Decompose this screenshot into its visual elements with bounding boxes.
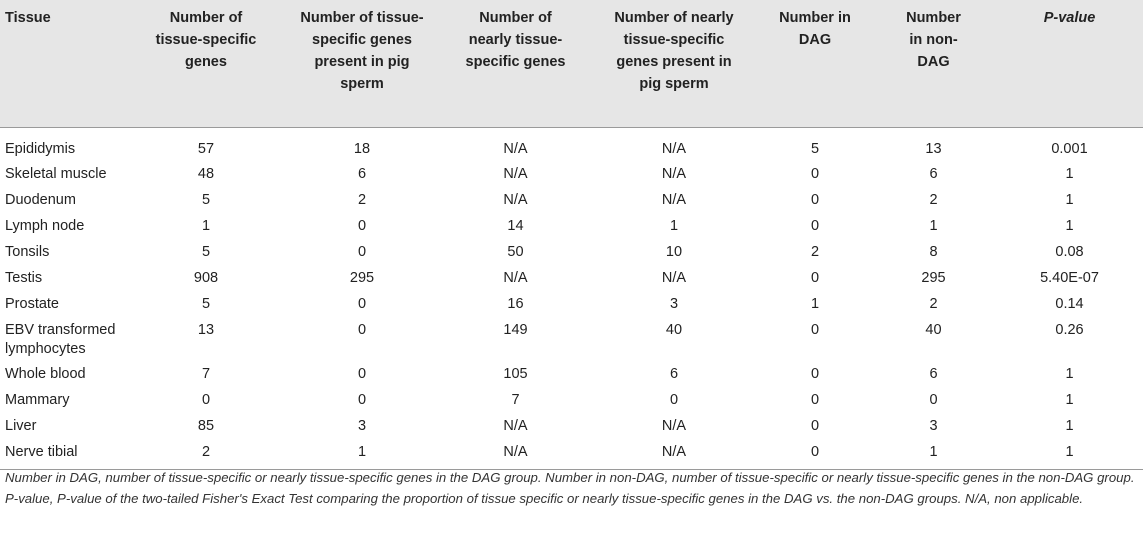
cell-tissue-specific-in-sperm: 2 xyxy=(357,192,367,208)
cell-nearly-specific-in-sperm: N/A xyxy=(661,418,687,434)
table-row xyxy=(0,387,1143,413)
header-number-in-non-dag: Number in non-DAG xyxy=(871,0,996,127)
cell-tissue-specific-in-sperm: 295 xyxy=(349,270,375,286)
cell-number-in-non-dag: 6 xyxy=(929,166,938,182)
table-row xyxy=(0,239,1143,265)
table-row xyxy=(0,361,1143,387)
table-header xyxy=(0,0,1143,127)
cell-nearly-specific-in-sperm: 10 xyxy=(665,244,683,260)
cell-tissue: Duodenum xyxy=(5,192,76,208)
cell-tissue-specific-genes: 85 xyxy=(197,418,215,434)
cell-nearly-specific-in-sperm: N/A xyxy=(661,192,687,208)
cell-nearly-specific-in-sperm: N/A xyxy=(661,140,687,157)
cell-tissue: Lymph node xyxy=(5,218,85,234)
header-tissue-specific-in-sperm: Number of tissue-specific genes present in pig sperm xyxy=(282,0,442,127)
cell-nearly-specific-genes: N/A xyxy=(503,192,528,208)
cell-nearly-specific-in-sperm: 0 xyxy=(669,392,679,408)
cell-number-in-non-dag: 1 xyxy=(871,439,996,469)
cell-tissue-specific-genes: 5 xyxy=(201,244,211,260)
cell-p-value: 1 xyxy=(1065,218,1074,234)
cell-p-value: 5.40E-07 xyxy=(1040,270,1099,286)
header-p-value-label: P-value xyxy=(1043,10,1096,26)
cell-tissue-specific-in-sperm: 0 xyxy=(357,296,367,312)
cell-nearly-specific-in-sperm: 6 xyxy=(669,366,679,382)
cell-number-in-non-dag: 1 xyxy=(929,218,938,234)
cell-number-in-non-dag: 8 xyxy=(929,244,938,260)
cell-nearly-specific-in-sperm: 1 xyxy=(669,218,679,234)
cell-tissue-specific-genes: 13 xyxy=(197,322,215,338)
cell-tissue-specific-genes: 5 xyxy=(201,192,211,208)
header-tissue-specific-genes: Number of tissue-specific genes xyxy=(130,0,282,127)
cell-tissue: Whole blood xyxy=(5,366,86,382)
cell-nearly-specific-genes: N/A xyxy=(503,140,528,157)
cell-nearly-specific-genes: 149 xyxy=(503,322,528,338)
cell-tissue-specific-genes: 5 xyxy=(201,296,211,312)
cell-tissue-specific-genes: 908 xyxy=(193,270,219,286)
cell-tissue: EBV transformed lymphocytes xyxy=(5,322,116,357)
cell-tissue-specific-genes: 57 xyxy=(197,140,215,157)
cell-number-in-non-dag: 6 xyxy=(929,366,938,382)
cell-p-value: 1 xyxy=(1065,366,1074,382)
cell-tissue: Tonsils xyxy=(5,244,50,260)
cell-nearly-specific-in-sperm: 3 xyxy=(669,296,679,312)
table-row xyxy=(0,161,1143,187)
cell-p-value: 1 xyxy=(1065,166,1074,182)
cell-nearly-specific-genes: 16 xyxy=(507,296,524,312)
cell-tissue-specific-in-sperm: 6 xyxy=(357,166,367,182)
cell-number-in-dag: 2 xyxy=(810,244,820,260)
cell-number-in-non-dag: 3 xyxy=(929,418,938,434)
cell-nearly-specific-genes: N/A xyxy=(503,418,528,434)
cell-nearly-specific-genes: N/A xyxy=(503,166,528,182)
cell-tissue: Testis xyxy=(5,270,43,286)
cell-p-value: 0.001 xyxy=(1051,140,1088,157)
cell-tissue-specific-in-sperm: 0 xyxy=(357,218,367,234)
cell-number-in-dag: 0 xyxy=(810,392,820,408)
header-number-in-dag: Number in DAG xyxy=(759,0,871,127)
cell-p-value: 0.26 xyxy=(1055,322,1084,338)
cell-tissue-specific-genes: 0 xyxy=(201,392,211,408)
table-body xyxy=(0,127,1143,469)
cell-tissue-specific-genes: 2 xyxy=(130,439,282,469)
cell-number-in-dag: 1 xyxy=(810,296,820,312)
cell-nearly-specific-in-sperm: N/A xyxy=(589,439,759,469)
cell-nearly-specific-genes: N/A xyxy=(503,270,528,286)
cell-tissue-specific-genes: 48 xyxy=(197,166,215,182)
cell-nearly-specific-genes: 105 xyxy=(503,366,528,382)
cell-tissue-specific-in-sperm: 0 xyxy=(357,366,367,382)
cell-number-in-dag: 0 xyxy=(759,439,871,469)
cell-tissue: Prostate xyxy=(5,296,59,312)
cell-p-value: 1 xyxy=(996,439,1143,469)
cell-number-in-non-dag: 40 xyxy=(925,322,942,338)
cell-number-in-dag: 5 xyxy=(810,140,820,157)
table-row xyxy=(0,317,1143,361)
cell-number-in-non-dag: 2 xyxy=(929,296,938,312)
cell-number-in-non-dag: 295 xyxy=(921,270,946,286)
cell-tissue: Skeletal muscle xyxy=(5,166,107,182)
cell-tissue: Nerve tibial xyxy=(0,439,130,469)
header-tissue: Tissue xyxy=(0,0,130,127)
cell-number-in-dag: 0 xyxy=(810,322,820,338)
table-row xyxy=(0,127,1143,161)
table-row xyxy=(0,413,1143,439)
cell-p-value: 1 xyxy=(1065,418,1074,434)
cell-nearly-specific-in-sperm: N/A xyxy=(661,166,687,182)
cell-nearly-specific-in-sperm: N/A xyxy=(661,270,687,286)
cell-p-value: 1 xyxy=(1065,392,1074,408)
table-row xyxy=(0,213,1143,239)
cell-tissue-specific-genes: 7 xyxy=(201,366,211,382)
table-footnote: Number in DAG, number of tissue-specific or nearly tissue-specific genes in the DAG group. Number in non-DAG, number of tissue-specific or nearly tissue-specific genes in the non-DAG group. P-value, P-value of the two-tailed Fisher's Exact Test comparing the proportion of tissue specific or nearly tissue-specific genes in the DAG vs. the non-DAG groups. N/A, non applicable. xyxy=(5,470,1135,506)
cell-nearly-specific-genes: 7 xyxy=(511,392,520,408)
cell-tissue-specific-in-sperm: 0 xyxy=(357,244,367,260)
header-nearly-specific-in-sperm: Number of nearly tissue-specific genes present in pig sperm xyxy=(589,0,759,127)
cell-p-value: 1 xyxy=(1065,192,1074,208)
cell-number-in-dag: 0 xyxy=(810,166,820,182)
cell-number-in-dag: 0 xyxy=(810,218,820,234)
cell-tissue: Mammary xyxy=(5,392,70,408)
cell-number-in-non-dag: 13 xyxy=(925,140,942,157)
header-p-value xyxy=(996,0,1143,127)
cell-number-in-dag: 0 xyxy=(810,192,820,208)
cell-tissue-specific-in-sperm: 18 xyxy=(353,140,371,157)
cell-nearly-specific-in-sperm: 40 xyxy=(665,322,683,338)
cell-p-value: 0.08 xyxy=(1055,244,1084,260)
cell-number-in-dag: 0 xyxy=(810,418,820,434)
table-row xyxy=(0,187,1143,213)
cell-tissue-specific-in-sperm: 1 xyxy=(282,439,442,469)
cell-number-in-dag: 0 xyxy=(810,270,820,286)
cell-number-in-dag: 0 xyxy=(810,366,820,382)
header-nearly-specific-genes: Number of nearly tissue-specific genes xyxy=(442,0,589,127)
cell-tissue: Liver xyxy=(5,418,37,434)
table-row xyxy=(0,291,1143,317)
cell-nearly-specific-genes: 50 xyxy=(507,244,524,260)
cell-nearly-specific-genes: N/A xyxy=(442,439,589,469)
cell-tissue: Epididymis xyxy=(5,140,76,157)
cell-tissue-specific-in-sperm: 0 xyxy=(357,322,367,338)
cell-tissue-specific-in-sperm: 0 xyxy=(357,392,367,408)
table-row xyxy=(0,265,1143,291)
cell-number-in-non-dag: 0 xyxy=(929,392,938,408)
cell-p-value: 0.14 xyxy=(1055,296,1084,312)
table-row xyxy=(0,439,1143,469)
cell-tissue-specific-genes: 1 xyxy=(201,218,211,234)
cell-number-in-non-dag: 2 xyxy=(929,192,938,208)
header-row xyxy=(0,0,1143,127)
cell-tissue-specific-in-sperm: 3 xyxy=(357,418,367,434)
cell-nearly-specific-genes: 14 xyxy=(507,218,524,234)
